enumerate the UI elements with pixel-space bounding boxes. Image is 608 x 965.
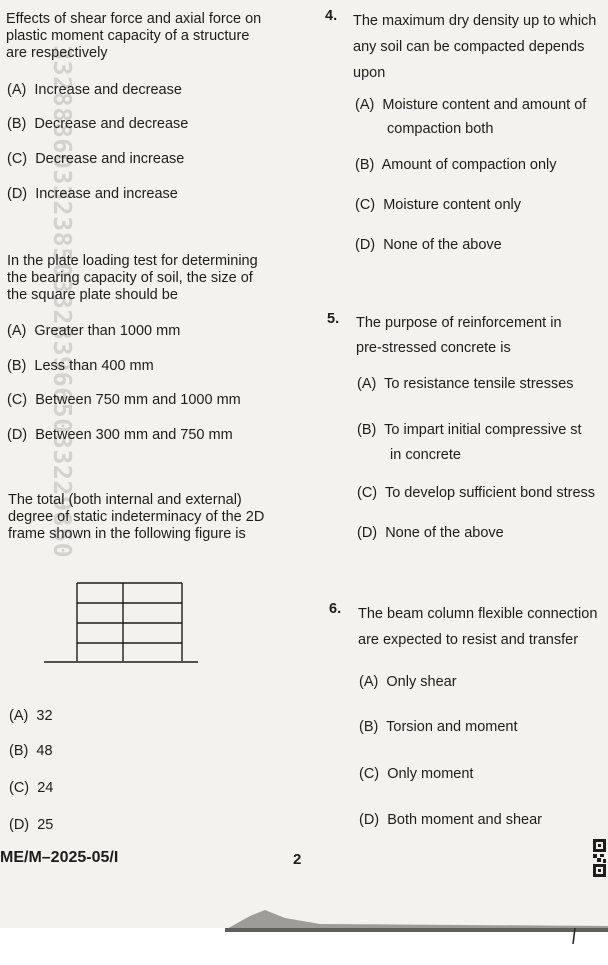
question-3-line: frame shown in the following figure is — [8, 526, 246, 542]
question-4-option-d — [355, 237, 502, 254]
option-label: (D) — [9, 817, 30, 833]
option-text: Amount of compaction only — [381, 157, 557, 173]
question-3-option-d — [9, 817, 53, 834]
frame-figure — [44, 578, 204, 668]
page-number: 2 — [293, 851, 302, 868]
watermark-number: 332888603323850332839665033229850 — [48, 45, 77, 559]
question-6-option-d — [359, 812, 542, 829]
question-5-stem — [356, 311, 562, 361]
option-label: (C) — [359, 766, 380, 782]
question-4-option-a — [355, 93, 586, 141]
question-4-line: upon — [353, 65, 386, 81]
option-label: (D) — [7, 427, 28, 443]
option-label: (A) — [359, 674, 379, 690]
question-2-option-c — [7, 392, 241, 409]
option-text: Greater than 1000 mm — [34, 323, 181, 339]
question-1-line: plastic moment capacity of a structure — [6, 28, 250, 44]
question-6-line: are expected to resist and transfer — [358, 632, 579, 648]
option-label: (B) — [357, 422, 377, 438]
option-text-continued: compaction both — [387, 121, 494, 137]
option-text: Increase and decrease — [34, 82, 182, 98]
question-6-line: The beam column flexible connection — [358, 606, 598, 622]
question-5-option-b — [357, 418, 582, 468]
question-4-number: 4. — [325, 8, 338, 24]
question-4-option-c — [355, 197, 521, 214]
option-label: (C) — [357, 485, 378, 501]
option-label: (D) — [355, 237, 376, 253]
option-label: (D) — [357, 525, 378, 541]
option-text: 32 — [36, 708, 53, 724]
option-text: Less than 400 mm — [34, 358, 154, 374]
option-text: Between 300 mm and 750 mm — [35, 427, 233, 443]
question-4-line: any soil can be compacted depends — [353, 39, 585, 55]
option-label: (B) — [9, 743, 29, 759]
question-1-stem — [6, 11, 261, 62]
option-text: Decrease and increase — [35, 151, 185, 167]
option-text: To develop sufficient bond stress — [384, 485, 596, 501]
option-text: To resistance tensile stresses — [384, 376, 574, 392]
question-6-stem — [358, 601, 597, 653]
question-5-option-c — [357, 485, 595, 502]
option-text: Decrease and decrease — [34, 116, 189, 132]
question-4-option-b — [355, 157, 557, 174]
option-text: Moisture content and amount of — [382, 97, 587, 113]
question-1-line: are respectively — [6, 45, 108, 61]
question-6-option-c — [359, 766, 473, 783]
option-text: Only shear — [386, 674, 457, 690]
question-1-line: Effects of shear force and axial force on — [6, 11, 262, 27]
option-text: Increase and increase — [35, 186, 178, 202]
question-3-stem — [8, 492, 264, 543]
question-3-option-b — [9, 743, 53, 760]
option-label: (B) — [7, 358, 27, 374]
question-5-option-a — [357, 376, 574, 393]
question-6-number: 6. — [329, 601, 342, 617]
paper-fold-shadow — [225, 906, 608, 965]
option-text: 25 — [37, 817, 54, 833]
question-5-line: The purpose of reinforcement in — [356, 315, 562, 331]
question-5-option-d — [357, 525, 504, 542]
question-2-stem — [7, 253, 258, 304]
option-label: (D) — [359, 812, 380, 828]
option-label: (C) — [7, 151, 28, 167]
option-label: (C) — [355, 197, 376, 213]
question-5-line: pre-stressed concrete is — [356, 340, 511, 356]
question-3-option-c — [9, 780, 53, 797]
question-2-option-a — [7, 323, 180, 340]
question-5-number: 5. — [327, 311, 340, 327]
question-1-option-b — [7, 116, 188, 133]
question-4-line: The maximum dry density up to which — [353, 13, 597, 29]
option-text: None of the above — [385, 525, 504, 541]
option-label: (A) — [357, 376, 377, 392]
option-text: Between 750 mm and 1000 mm — [35, 392, 241, 408]
option-label: (B) — [355, 157, 375, 173]
qr-code-icon — [592, 838, 608, 880]
question-2-option-d — [7, 427, 233, 444]
option-text: None of the above — [383, 237, 502, 253]
option-text: To impart initial compressive st — [384, 422, 582, 438]
question-2-line: the square plate should be — [7, 287, 178, 303]
option-label: (C) — [7, 392, 28, 408]
question-1-option-d — [7, 186, 178, 203]
option-label: (A) — [7, 323, 27, 339]
question-6-option-a — [359, 674, 457, 691]
question-4-stem — [353, 8, 596, 86]
question-1-option-a — [7, 82, 182, 99]
question-2-option-b — [7, 358, 154, 375]
option-label: (B) — [359, 719, 379, 735]
option-text: Only moment — [387, 766, 474, 782]
option-label: (C) — [9, 780, 30, 796]
question-6-option-b — [359, 719, 518, 736]
option-text: 48 — [36, 743, 53, 759]
question-3-option-a — [9, 708, 53, 725]
option-label: (D) — [7, 186, 28, 202]
option-label: (B) — [7, 116, 27, 132]
question-2-line: In the plate loading test for determining — [7, 253, 258, 269]
option-text: 24 — [37, 780, 54, 796]
option-label: (A) — [7, 82, 27, 98]
option-label: (A) — [9, 708, 29, 724]
option-text: Both moment and shear — [387, 812, 542, 828]
option-label: (A) — [355, 97, 375, 113]
option-text: Moisture content only — [383, 197, 522, 213]
question-3-line: degree of static indeterminacy of the 2D — [8, 509, 265, 525]
paper-code: ME/M–2025-05/I — [0, 849, 119, 866]
question-3-line: The total (both internal and external) — [8, 492, 242, 508]
option-text: Torsion and moment — [386, 719, 518, 735]
question-2-line: the bearing capacity of soil, the size of — [7, 270, 253, 286]
question-1-option-c — [7, 151, 184, 168]
option-text-continued: in concrete — [390, 447, 461, 463]
